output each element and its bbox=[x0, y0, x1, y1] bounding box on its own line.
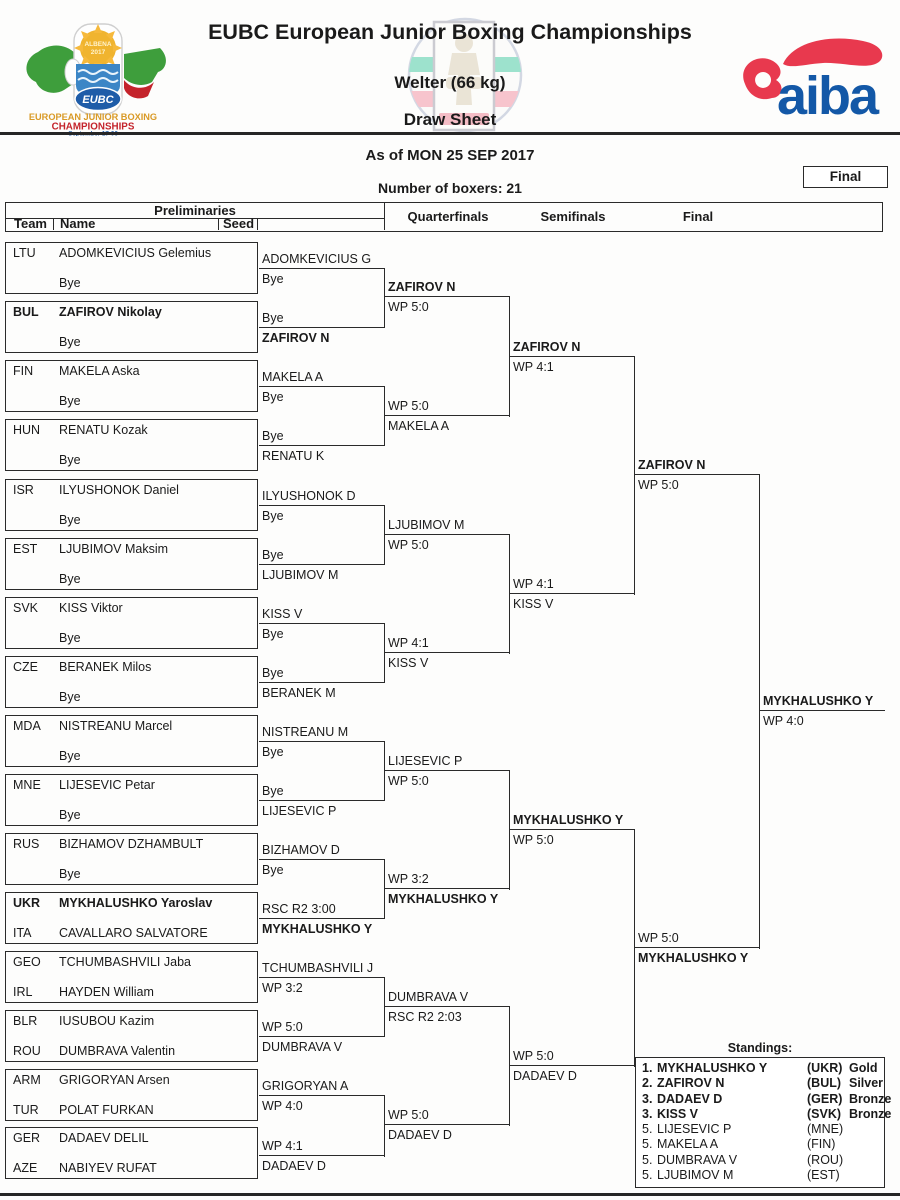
advancing-boxer: KISS V bbox=[388, 656, 429, 670]
team-code: ITA bbox=[13, 926, 32, 940]
boxer-name: NABIYEV RUFAT bbox=[59, 1161, 157, 1175]
boxer-name: MAKELA Aska bbox=[59, 364, 140, 378]
col-team: Team bbox=[14, 216, 47, 231]
boxer-name: LIJESEVIC P bbox=[657, 1122, 732, 1137]
team-code bbox=[13, 276, 59, 290]
advancing-boxer: ZAFIROV N bbox=[513, 340, 581, 354]
result-note: Bye bbox=[262, 429, 284, 443]
boxer-name: TCHUMBASHVILI Jaba bbox=[59, 955, 191, 969]
boxer-name: Bye bbox=[59, 572, 81, 586]
boxer-name: KISS V bbox=[657, 1106, 698, 1121]
col-semifinals: Semifinals bbox=[540, 209, 606, 224]
boxer-name: ILYUSHONOK Daniel bbox=[59, 483, 179, 497]
r16-match8-top-line bbox=[259, 1079, 385, 1113]
r16-match2-bottom-line bbox=[259, 429, 385, 463]
prelim-match-1 bbox=[5, 242, 258, 294]
result-note: Bye bbox=[262, 390, 284, 404]
boxer-name: ZAFIROV Nikolay bbox=[59, 305, 162, 319]
team-code bbox=[13, 808, 59, 822]
boxer-name: LJUBIMOV Maksim bbox=[59, 542, 169, 556]
competitor-row bbox=[6, 690, 257, 704]
result-note: WP 4:1 bbox=[262, 1139, 303, 1153]
result-note: WP 4:0 bbox=[262, 1099, 303, 1113]
nation-code: (MNE) bbox=[807, 1122, 844, 1137]
advancing-boxer: BERANEK M bbox=[262, 686, 336, 700]
boxer-name: MYKHALUSHKO Yaroslav bbox=[59, 896, 213, 910]
boxer-name: DADAEV D bbox=[657, 1091, 723, 1106]
result-note: WP 5:0 bbox=[513, 833, 554, 847]
sf-line-4 bbox=[510, 1049, 635, 1083]
sun-text-albena: ALBENA bbox=[84, 41, 112, 48]
boxer-name: Bye bbox=[59, 690, 81, 704]
competitor-row bbox=[6, 808, 257, 822]
weight-class: Welter (66 kg) bbox=[394, 73, 506, 92]
team-code: ISR bbox=[13, 483, 34, 497]
sf-line-1 bbox=[510, 340, 635, 374]
r16-match6-top-line bbox=[259, 843, 385, 877]
competitor-row bbox=[6, 1103, 257, 1117]
boxer-name: ADOMKEVICIUS Gelemius bbox=[59, 246, 212, 260]
advancing-boxer: ILYUSHONOK D bbox=[262, 489, 356, 503]
bracket-connector bbox=[384, 623, 385, 683]
col-preliminaries: Preliminaries bbox=[154, 203, 236, 218]
qf-line-8 bbox=[385, 1108, 510, 1142]
result-note: WP 5:0 bbox=[388, 399, 429, 413]
stage-final-box: Final bbox=[803, 166, 888, 188]
advancing-boxer: DADAEV D bbox=[388, 1128, 452, 1142]
competitor-row bbox=[6, 423, 257, 437]
advancing-boxer: TCHUMBASHVILI J bbox=[262, 961, 374, 975]
r16-match4-top-line bbox=[259, 607, 385, 641]
r16-match4-bottom-line bbox=[259, 666, 385, 700]
nation-code: (FIN) bbox=[807, 1137, 836, 1152]
advancing-boxer: MYKHALUSHKO Y bbox=[388, 892, 499, 906]
bracket-connector bbox=[634, 356, 635, 595]
team-code bbox=[13, 749, 59, 763]
boxer-name: NISTREANU Marcel bbox=[59, 719, 173, 733]
rank: 5. bbox=[642, 1152, 653, 1167]
prelim-match-14 bbox=[5, 1010, 258, 1062]
boxer-name: Bye bbox=[59, 394, 81, 408]
boxer-name: KISS Viktor bbox=[59, 601, 123, 615]
result-note: WP 4:1 bbox=[513, 360, 554, 374]
boxer-name: DUMBRAVA V bbox=[657, 1152, 738, 1167]
boxer-name: Bye bbox=[59, 808, 81, 822]
boxer-name: Bye bbox=[59, 276, 81, 290]
result-note: WP 5:0 bbox=[388, 1108, 429, 1122]
r16-match5-bottom-line bbox=[259, 784, 385, 818]
standings-row bbox=[642, 1137, 884, 1152]
prelim-match-10 bbox=[5, 774, 258, 826]
nation-code: (SVK) bbox=[807, 1106, 842, 1121]
r16-match2-top-line bbox=[259, 370, 385, 404]
final-line-2 bbox=[635, 931, 760, 965]
boxer-name: MYKHALUSHKO Y bbox=[657, 1061, 768, 1075]
advancing-boxer: DADAEV D bbox=[513, 1069, 577, 1083]
nation-code: (BUL) bbox=[807, 1076, 842, 1091]
team-code: MNE bbox=[13, 778, 41, 792]
competitor-row bbox=[6, 335, 257, 349]
r16-match7-top-line bbox=[259, 961, 385, 995]
as-of-date: As of MON 25 SEP 2017 bbox=[365, 147, 535, 164]
team-code: CZE bbox=[13, 660, 38, 674]
competitor-row bbox=[6, 926, 257, 940]
advancing-boxer: ZAFIROV N bbox=[388, 280, 456, 294]
boxer-name: Bye bbox=[59, 631, 81, 645]
competitor-row bbox=[6, 631, 257, 645]
result-note: Bye bbox=[262, 784, 284, 798]
team-code: EST bbox=[13, 542, 38, 556]
bracket-header bbox=[5, 202, 883, 232]
boxer-name: POLAT FURKAN bbox=[59, 1103, 154, 1117]
boxer-name: BERANEK Milos bbox=[59, 660, 152, 674]
result-note: WP 4:1 bbox=[388, 636, 429, 650]
competitor-row bbox=[6, 453, 257, 467]
bracket-connector bbox=[384, 741, 385, 801]
prelim-match-7 bbox=[5, 597, 258, 649]
advancing-boxer: MAKELA A bbox=[262, 370, 324, 384]
rank: 5. bbox=[642, 1137, 653, 1152]
r16-match6-bottom-line bbox=[259, 902, 385, 936]
col-seed: Seed bbox=[223, 216, 255, 231]
bracket-connector bbox=[384, 1095, 385, 1157]
advancing-boxer: MYKHALUSHKO Y bbox=[638, 951, 749, 965]
competitor-row bbox=[6, 867, 257, 881]
qf-line-6 bbox=[385, 872, 510, 906]
advancing-boxer: BIZHAMOV D bbox=[262, 843, 340, 857]
advancing-boxer: GRIGORYAN A bbox=[262, 1079, 349, 1093]
boxer-name: BIZHAMOV DZHAMBULT bbox=[59, 837, 204, 851]
team-code: GEO bbox=[13, 955, 41, 969]
page-title: EUBC European Junior Boxing Championships bbox=[208, 20, 692, 44]
competitor-row bbox=[6, 660, 257, 674]
prelim-match-9 bbox=[5, 715, 258, 767]
team-code: TUR bbox=[13, 1103, 39, 1117]
competitor-row bbox=[6, 985, 257, 999]
r16-match8-bottom-line bbox=[259, 1139, 385, 1173]
result-note: Bye bbox=[262, 272, 284, 286]
boxer-count: Number of boxers: 21 bbox=[378, 180, 522, 196]
medal-label: Gold bbox=[849, 1061, 878, 1075]
result-note: Bye bbox=[262, 548, 284, 562]
standings-box bbox=[635, 1057, 892, 1188]
r16-match3-top-line bbox=[259, 489, 385, 523]
qf-line-4 bbox=[385, 636, 510, 670]
boxer-name: Bye bbox=[59, 335, 81, 349]
boxer-name: CAVALLARO SALVATORE bbox=[59, 926, 208, 940]
competitor-row bbox=[6, 572, 257, 586]
aiba-logo-text: aiba bbox=[776, 66, 878, 122]
champion-name: MYKHALUSHKO Y bbox=[763, 694, 874, 708]
advancing-boxer: MYKHALUSHKO Y bbox=[262, 922, 373, 936]
result-note: WP 4:1 bbox=[513, 577, 554, 591]
team-code: FIN bbox=[13, 364, 34, 378]
boxer-name: LJUBIMOV M bbox=[657, 1168, 734, 1183]
team-code bbox=[13, 572, 59, 586]
winner-line bbox=[760, 694, 885, 728]
standings-row bbox=[642, 1168, 884, 1183]
team-code bbox=[13, 453, 59, 467]
team-code bbox=[13, 690, 59, 704]
prelim-match-2 bbox=[5, 301, 258, 353]
sf-line-2 bbox=[510, 577, 635, 611]
standings-row bbox=[642, 1076, 884, 1091]
bracket-connector bbox=[384, 859, 385, 919]
competitor-row bbox=[6, 955, 257, 969]
result-note: Bye bbox=[262, 863, 284, 877]
boxer-name: LIJESEVIC Petar bbox=[59, 778, 155, 792]
team-code: GER bbox=[13, 1131, 41, 1145]
result-note: Bye bbox=[262, 745, 284, 759]
eubc-badge-text: EUBC bbox=[82, 94, 114, 106]
result-note: WP 5:0 bbox=[388, 774, 429, 788]
result-note: WP 5:0 bbox=[638, 478, 679, 492]
prelim-match-12 bbox=[5, 892, 258, 944]
boxer-name: RENATU Kozak bbox=[59, 423, 148, 437]
competitor-row bbox=[6, 896, 257, 910]
result-note: WP 5:0 bbox=[638, 931, 679, 945]
prelim-match-16 bbox=[5, 1127, 258, 1179]
qf-line-7 bbox=[385, 990, 510, 1024]
rank: 5. bbox=[642, 1168, 653, 1183]
col-quarterfinals: Quarterfinals bbox=[407, 209, 489, 224]
prelim-match-6 bbox=[5, 538, 258, 590]
eubc-logo-line1: EUROPEAN JUNIOR BOXING bbox=[28, 112, 158, 122]
boxer-name: DADAEV DELIL bbox=[59, 1131, 149, 1145]
boxer-name: GRIGORYAN Arsen bbox=[59, 1073, 170, 1087]
team-code bbox=[13, 335, 59, 349]
boxer-name: HAYDEN William bbox=[59, 985, 154, 999]
qf-line-3 bbox=[385, 518, 510, 552]
result-note: WP 4:0 bbox=[763, 714, 804, 728]
advancing-boxer: LJUBIMOV M bbox=[388, 518, 465, 532]
r16-match3-bottom-line bbox=[259, 548, 385, 582]
team-code: IRL bbox=[13, 985, 33, 999]
prelim-match-3 bbox=[5, 360, 258, 412]
bracket-connector bbox=[759, 474, 760, 949]
advancing-boxer: LIJESEVIC P bbox=[262, 804, 337, 818]
prelim-match-11 bbox=[5, 833, 258, 885]
result-note: Bye bbox=[262, 509, 284, 523]
competitor-row bbox=[6, 513, 257, 527]
result-note: RSC R2 3:00 bbox=[262, 902, 336, 916]
competitor-row bbox=[6, 1044, 257, 1058]
qf-line-5 bbox=[385, 754, 510, 788]
rank: 1. bbox=[642, 1061, 653, 1075]
boxer-name: DUMBRAVA Valentin bbox=[59, 1044, 176, 1058]
advancing-boxer: NISTREANU M bbox=[262, 725, 349, 739]
rank: 3. bbox=[642, 1091, 653, 1106]
competitor-row bbox=[6, 1161, 257, 1175]
team-code: BUL bbox=[13, 305, 39, 319]
prelim-match-15 bbox=[5, 1069, 258, 1121]
competitor-row bbox=[6, 1131, 257, 1145]
standings-row bbox=[642, 1091, 892, 1107]
advancing-boxer: DADAEV D bbox=[262, 1159, 326, 1173]
prelim-match-8 bbox=[5, 656, 258, 708]
medal-label: Bronze bbox=[849, 1106, 892, 1121]
bracket-connector bbox=[384, 977, 385, 1037]
r16-match5-top-line bbox=[259, 725, 385, 759]
result-note: WP 5:0 bbox=[388, 538, 429, 552]
competitor-row bbox=[6, 542, 257, 556]
team-code bbox=[13, 394, 59, 408]
standings-title: Standings: bbox=[727, 1041, 793, 1055]
boxer-name: Bye bbox=[59, 867, 81, 881]
result-note: WP 5:0 bbox=[262, 1020, 303, 1034]
boxer-name: Bye bbox=[59, 749, 81, 763]
result-note: WP 3:2 bbox=[262, 981, 303, 995]
standings-row bbox=[642, 1153, 884, 1168]
team-code bbox=[13, 631, 59, 645]
eubc-logo-line2: CHAMPIONSHIPS bbox=[51, 121, 135, 133]
team-code: SVK bbox=[13, 601, 39, 615]
advancing-boxer: KISS V bbox=[262, 607, 303, 621]
competitor-row bbox=[6, 246, 257, 260]
nation-code: (GER) bbox=[807, 1091, 843, 1106]
bracket-connector bbox=[384, 268, 385, 328]
r16-match7-bottom-line bbox=[259, 1020, 385, 1054]
advancing-boxer: ZAFIROV N bbox=[262, 331, 330, 345]
advancing-boxer: KISS V bbox=[513, 597, 554, 611]
team-code: HUN bbox=[13, 423, 41, 437]
advancing-boxer: DUMBRAVA V bbox=[388, 990, 469, 1004]
nation-code: (ROU) bbox=[807, 1152, 844, 1167]
sheet-type: Draw Sheet bbox=[403, 110, 497, 129]
standings-row bbox=[642, 1122, 884, 1137]
qf-line-2 bbox=[385, 399, 510, 433]
competitor-row bbox=[6, 749, 257, 763]
competitor-row bbox=[6, 601, 257, 615]
col-name: Name bbox=[60, 216, 96, 231]
footer-divider bbox=[0, 1193, 900, 1196]
boxer-name: Bye bbox=[59, 453, 81, 467]
boxer-name: IUSUBOU Kazim bbox=[59, 1014, 155, 1028]
result-note: RSC R2 2:03 bbox=[388, 1010, 462, 1024]
boxer-name: ZAFIROV N bbox=[657, 1076, 725, 1091]
result-note: WP 5:0 bbox=[513, 1049, 554, 1063]
advancing-boxer: LIJESEVIC P bbox=[388, 754, 463, 768]
final-line-1 bbox=[635, 458, 760, 492]
bracket-connector bbox=[384, 505, 385, 565]
team-code: ROU bbox=[13, 1044, 41, 1058]
rank: 3. bbox=[642, 1106, 653, 1121]
r16-match1-bottom-line bbox=[259, 311, 385, 345]
competitor-row bbox=[6, 837, 257, 851]
competitor-row bbox=[6, 364, 257, 378]
medal-label: Silver bbox=[849, 1076, 884, 1091]
col-final: Final bbox=[682, 209, 714, 224]
medal-label: Bronze bbox=[849, 1091, 892, 1106]
result-note: Bye bbox=[262, 627, 284, 641]
advancing-boxer: LJUBIMOV M bbox=[262, 568, 339, 582]
advancing-boxer: RENATU K bbox=[262, 449, 325, 463]
competitor-row bbox=[6, 1014, 257, 1028]
rank: 5. bbox=[642, 1122, 653, 1137]
team-code: ARM bbox=[13, 1073, 41, 1087]
result-note: WP 3:2 bbox=[388, 872, 429, 886]
nation-code: (UKR) bbox=[807, 1061, 843, 1075]
qf-line-1 bbox=[385, 280, 510, 314]
competitor-row bbox=[6, 778, 257, 792]
result-note: WP 5:0 bbox=[388, 300, 429, 314]
standings-row bbox=[642, 1106, 892, 1122]
result-note: Bye bbox=[262, 666, 284, 680]
team-code bbox=[13, 513, 59, 527]
team-code: UKR bbox=[13, 896, 41, 910]
boxer-name: MAKELA A bbox=[657, 1137, 719, 1152]
sun-text-year: 2017 bbox=[90, 49, 106, 56]
prelim-match-5 bbox=[5, 479, 258, 531]
competitor-row bbox=[6, 483, 257, 497]
team-code: BLR bbox=[13, 1014, 38, 1028]
prelim-match-4 bbox=[5, 419, 258, 471]
competitor-row bbox=[6, 305, 257, 319]
boxer-name: Bye bbox=[59, 513, 81, 527]
competitor-row bbox=[6, 1073, 257, 1087]
rank: 2. bbox=[642, 1076, 653, 1091]
nation-code: (EST) bbox=[807, 1168, 840, 1183]
advancing-boxer: MAKELA A bbox=[388, 419, 450, 433]
competitor-row bbox=[6, 719, 257, 733]
standings-row bbox=[642, 1061, 884, 1076]
r16-match1-top-line bbox=[259, 252, 385, 286]
team-code: LTU bbox=[13, 246, 36, 260]
competitor-row bbox=[6, 394, 257, 408]
advancing-boxer: ZAFIROV N bbox=[638, 458, 706, 472]
advancing-boxer: MYKHALUSHKO Y bbox=[513, 813, 624, 827]
advancing-boxer: ADOMKEVICIUS G bbox=[262, 252, 372, 266]
bracket-connector bbox=[384, 386, 385, 446]
team-code bbox=[13, 867, 59, 881]
prelim-match-13 bbox=[5, 951, 258, 1003]
team-code: AZE bbox=[13, 1161, 38, 1175]
team-code: RUS bbox=[13, 837, 40, 851]
team-code: MDA bbox=[13, 719, 41, 733]
result-note: Bye bbox=[262, 311, 284, 325]
competitor-row bbox=[6, 276, 257, 290]
sf-line-3 bbox=[510, 813, 635, 847]
header-divider bbox=[0, 132, 900, 135]
advancing-boxer: DUMBRAVA V bbox=[262, 1040, 343, 1054]
